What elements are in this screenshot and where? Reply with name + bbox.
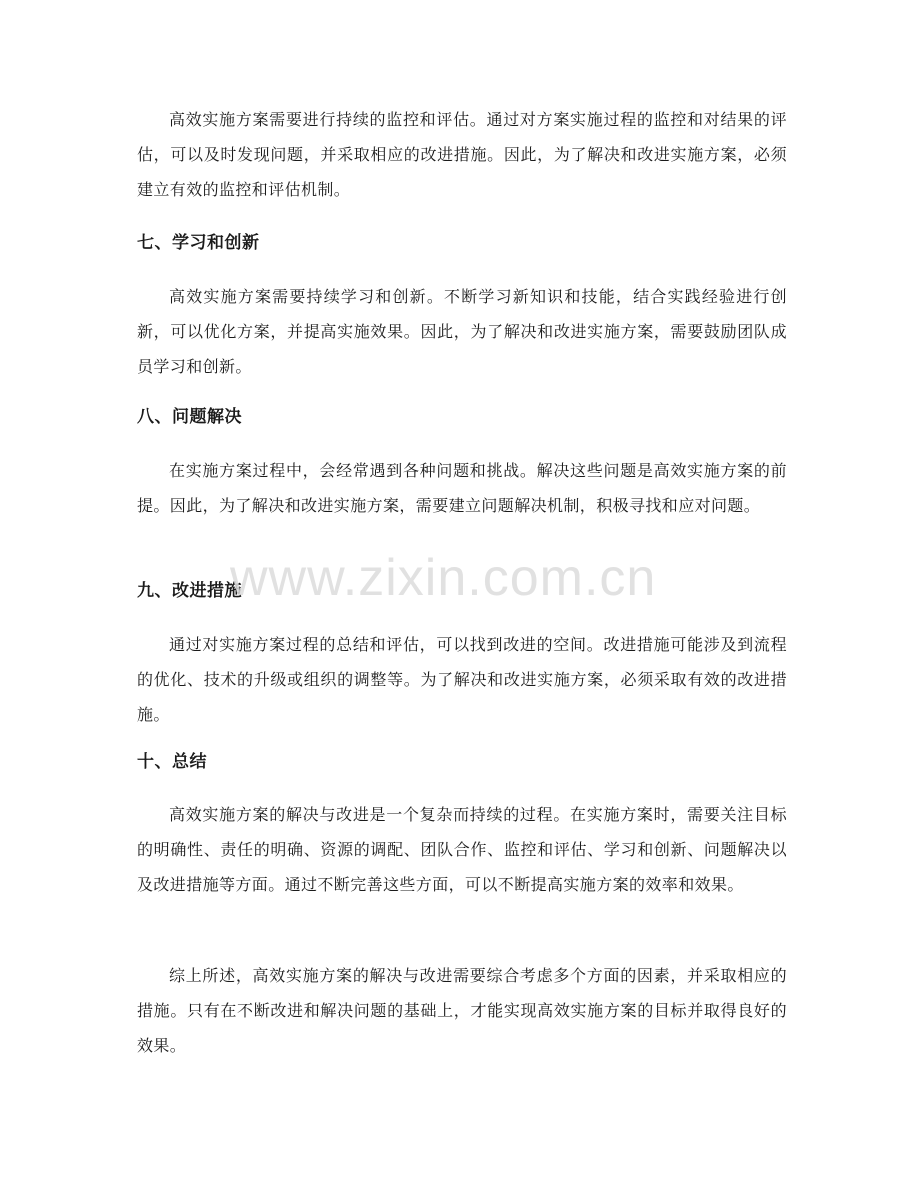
heading-improvement-measures: 九、改进措施 — [137, 581, 242, 601]
paragraph-monitoring: 高效实施方案需要进行持续的监控和评估。通过对方案实施过程的监控和对结果的评估，可以及时发现问题，并采取相应的改进措施。因此，为了解决和改进实施方案，必须建立有效的监控和评估机制。 — [137, 110, 787, 199]
paragraph-conclusion: 综上所述，高效实施方案的解决与改进需要综合考虑多个方面的因素，并采取相应的措施。只有在不断改进和解决问题的基础上，才能实现高效实施方案的目标并取得良好的效果。 — [137, 966, 787, 1055]
watermark-text: www.zixin.com.cn — [230, 549, 657, 607]
paragraph-learning-innovation: 高效实施方案需要持续学习和创新。不断学习新知识和技能，结合实践经验进行创新，可以优化方案，并提高实施效果。因此，为了解决和改进实施方案，需要鼓励团队成员学习和创新。 — [137, 287, 787, 376]
heading-learning-innovation: 七、学习和创新 — [137, 233, 260, 253]
heading-problem-solving: 八、问题解决 — [137, 407, 242, 427]
paragraph-problem-solving: 在实施方案过程中，会经常遇到各种问题和挑战。解决这些问题是高效实施方案的前提。因此，为了解决和改进实施方案，需要建立问题解决机制，积极寻找和应对问题。 — [137, 461, 787, 515]
paragraph-summary: 高效实施方案的解决与改进是一个复杂而持续的过程。在实施方案时，需要关注目标的明确性、责任的明确、资源的调配、团队合作、监控和评估、学习和创新、问题解决以及改进措施等方面。通过不断完善这些方面，可以不断提高实施方案的效率和效果。 — [137, 805, 787, 894]
heading-summary: 十、总结 — [137, 752, 207, 772]
paragraph-improvement-measures: 通过对实施方案过程的总结和评估，可以找到改进的空间。改进措施可能涉及到流程的优化、技术的升级或组织的调整等。为了解决和改进实施方案，必须采取有效的改进措施。 — [137, 635, 787, 724]
